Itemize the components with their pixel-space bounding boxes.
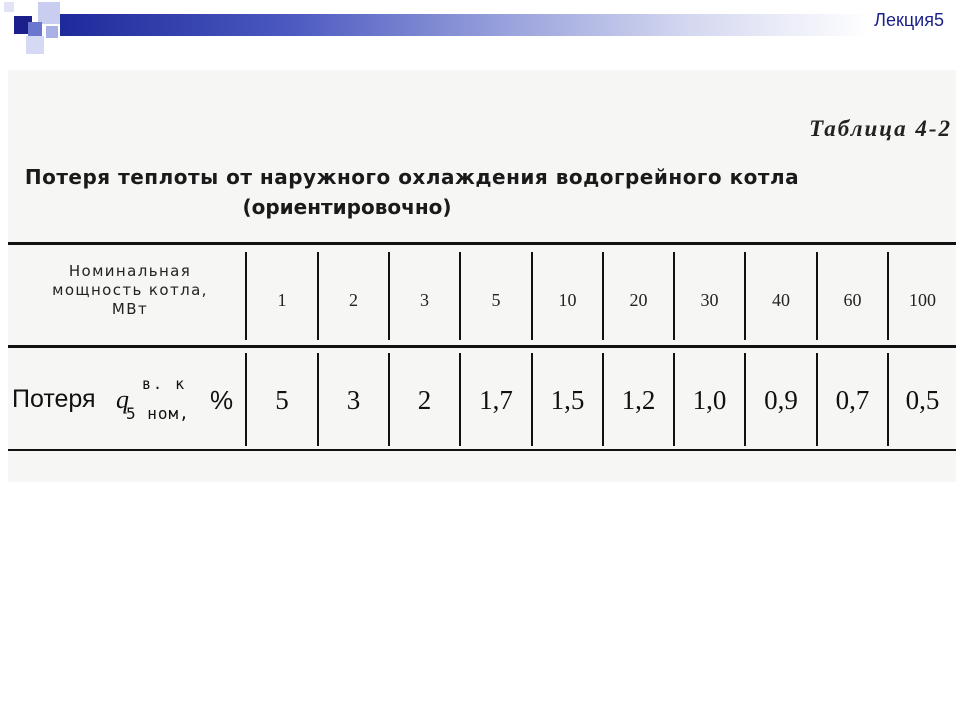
power-header-line: Номинальная	[68, 262, 192, 280]
table-title-line1: Потеря теплоты от наружного охлаждения водогрейного котла	[24, 165, 800, 189]
loss-value: 1,2	[621, 384, 656, 415]
power-value: 20	[629, 289, 648, 310]
decor-square-4	[26, 36, 44, 54]
table-rule-bottom	[8, 449, 956, 451]
decor-square-6	[4, 2, 14, 12]
loss-symbol-superscript: в. к	[142, 375, 187, 393]
power-value: 10	[558, 289, 577, 310]
power-header-line: МВт	[111, 300, 149, 318]
power-value: 40	[772, 289, 790, 310]
loss-symbol: q	[116, 385, 129, 414]
power-value: 60	[843, 289, 862, 310]
power-value: 100	[909, 289, 936, 310]
lecture-label: Лекция5	[874, 10, 944, 30]
loss-value: 0,7	[835, 384, 870, 415]
power-row-header	[22, 262, 238, 319]
loss-value: 5	[275, 384, 289, 415]
loss-value: 1,5	[550, 384, 585, 415]
loss-value: 2	[417, 384, 432, 415]
loss-value: 0,9	[764, 384, 798, 415]
decor-square-2	[38, 2, 60, 24]
power-header-line: мощность котла,	[52, 281, 208, 299]
table-number: Таблица 4-2	[809, 116, 952, 141]
power-value: 30	[700, 289, 719, 310]
power-value: 2	[349, 289, 358, 310]
loss-unit: %	[210, 385, 234, 415]
loss-row-header	[12, 375, 252, 425]
loss-value: 1,0	[692, 384, 727, 415]
decor-square-5	[46, 26, 58, 38]
loss-value: 1,7	[479, 384, 513, 415]
loss-symbol-subscript: 5 ном,	[126, 404, 190, 423]
power-value: 5	[491, 289, 501, 310]
loss-value: 0,5	[905, 384, 940, 415]
table-rule-middle	[8, 345, 956, 348]
power-value: 1	[277, 289, 287, 310]
header-gradient-bar	[60, 14, 960, 36]
scanned-table-image	[8, 70, 956, 482]
decor-square-3	[28, 22, 42, 36]
loss-value: 3	[346, 384, 361, 415]
loss-header-word: Потеря	[12, 385, 96, 413]
table-rule-top	[8, 242, 956, 245]
power-value: 3	[420, 289, 429, 310]
table-title-line2: (ориентировочно)	[242, 195, 452, 219]
table-title	[8, 162, 956, 222]
